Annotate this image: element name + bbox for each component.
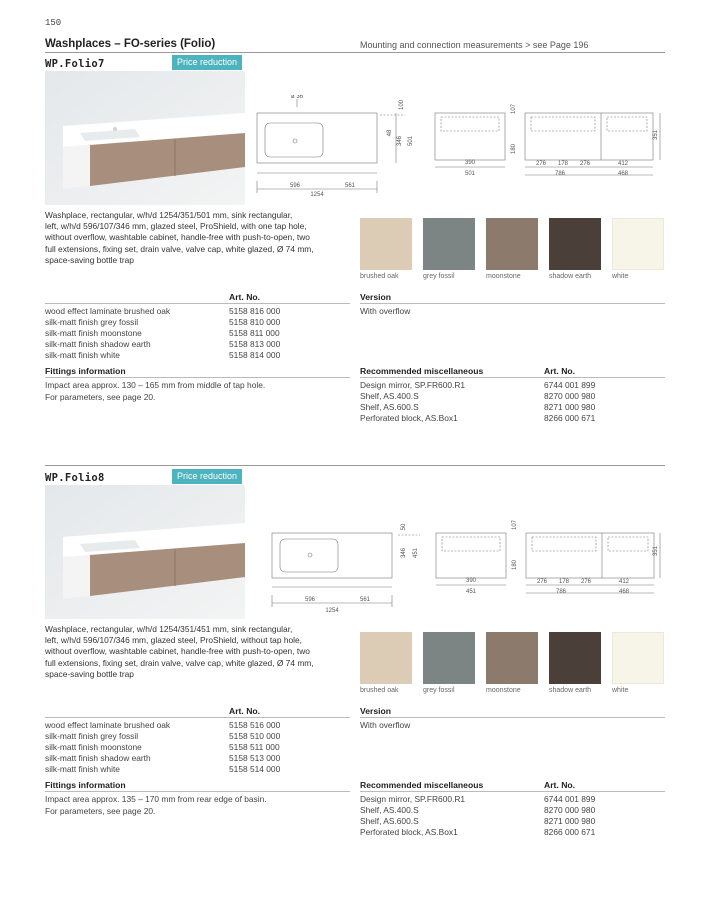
dim-side-top: 100 (399, 99, 405, 111)
table-row: silk-matt finish grey fossil (45, 731, 139, 741)
art-no-header: Art. No. (229, 292, 261, 302)
fittings-text: Impact area approx. 130 – 165 mm from middle of tap hole. (45, 380, 266, 390)
dimension-drawings (255, 95, 665, 205)
finish-swatches (360, 218, 665, 286)
fittings-text: Impact area approx. 135 – 170 mm from rear edge of basin. (45, 794, 267, 804)
art-number: 5158 511 000 (229, 742, 280, 752)
dim-plan-w1: 596 (304, 597, 316, 603)
swatch-label: white (612, 687, 629, 694)
table-row: wood effect laminate brushed oak (45, 306, 171, 316)
swatch-label: white (612, 273, 629, 280)
version-value: With overflow (360, 306, 411, 316)
finish-table (45, 720, 350, 776)
swatch-brushed-oak[interactable] (360, 218, 412, 270)
art-number: 5158 816 000 (229, 306, 281, 316)
art-no-header: Art. No. (229, 706, 261, 716)
washplace-photo-illustration (45, 485, 245, 619)
dim-rear-f: 468 (618, 589, 630, 595)
table-row: silk-matt finish white (45, 350, 120, 360)
divider (360, 791, 665, 792)
dim-front-w: 390 (464, 160, 476, 166)
dim-rear-d: 412 (617, 161, 629, 167)
misc-item[interactable]: Perforated block, AS.Box1 (360, 827, 458, 837)
art-number: 5158 814 000 (229, 350, 281, 360)
dim-side-a: 48 (387, 129, 393, 137)
misc-item[interactable]: Shelf, AS.600.S (360, 402, 419, 412)
swatch-brushed-oak[interactable] (360, 632, 412, 684)
dim-rear-h: 351 (653, 545, 659, 557)
divider (360, 377, 665, 378)
swatch-label: moonstone (486, 687, 521, 694)
art-number: 5158 516 000 (229, 720, 281, 730)
version-value: With overflow (360, 720, 411, 730)
table-row: silk-matt finish white (45, 764, 120, 774)
finish-table (45, 306, 350, 362)
dim-front-d: 451 (465, 589, 477, 595)
art-number: 5158 514 000 (229, 764, 281, 774)
product-code: WP.Folio8 (45, 472, 105, 484)
technical-drawing (255, 95, 665, 205)
table-row: silk-matt finish moonstone (45, 328, 142, 338)
dim-rear-f: 468 (617, 171, 629, 177)
dim-hole: ø 36 (290, 95, 304, 100)
table-row: silk-matt finish grey fossil (45, 317, 139, 327)
swatch-grey-fossil[interactable] (423, 218, 475, 270)
swatch-label: moonstone (486, 273, 521, 280)
dim-front-d: 501 (464, 171, 476, 177)
dim-rear-c: 276 (580, 579, 592, 585)
swatch-shadow-earth[interactable] (549, 632, 601, 684)
mounting-note[interactable]: Mounting and connection measurements > see Page 196 (360, 40, 589, 50)
art-number: 8271 000 980 (544, 816, 596, 826)
swatch-label: grey fossil (423, 273, 455, 280)
washplace-photo-illustration (45, 71, 245, 205)
art-number: 8266 000 671 (544, 413, 596, 423)
dim-side-c: 451 (413, 547, 419, 559)
swatch-label: shadow earth (549, 273, 592, 280)
table-row: silk-matt finish shadow earth (45, 753, 151, 763)
table-row: wood effect laminate brushed oak (45, 720, 171, 730)
divider (45, 791, 350, 792)
swatch-moonstone[interactable] (486, 632, 538, 684)
misc-art-header: Art. No. (544, 780, 576, 790)
swatch-label: brushed oak (360, 273, 399, 280)
dim-plan-total: 1254 (325, 608, 339, 614)
art-number: 5158 810 000 (229, 317, 281, 327)
product-block-folio8 (0, 469, 710, 869)
dim-rear-e: 786 (555, 589, 567, 595)
art-number: 8270 000 980 (544, 805, 596, 815)
dimension-drawings (270, 519, 665, 619)
misc-item[interactable]: Perforated block, AS.Box1 (360, 413, 458, 423)
product-code: WP.Folio7 (45, 58, 105, 70)
dim-rear-b: 178 (557, 161, 569, 167)
dim-side-b: 346 (401, 547, 407, 559)
fittings-header: Fittings information (45, 366, 126, 376)
dim-rear-d: 412 (618, 579, 630, 585)
art-number: 8271 000 980 (544, 402, 596, 412)
misc-table (360, 794, 665, 839)
version-header: Version (360, 706, 392, 716)
misc-item[interactable]: Design mirror, SP.FR600.R1 (360, 380, 466, 390)
dim-front-h1: 107 (511, 103, 517, 115)
product-description: Washplace, rectangular, w/h/d 1254/351/451 mm, sink rectangular, left, w/h/d 596/107/346 mm, glazed steel, ProShield, without tap hole, without overflow, washtable cabinet, handle-free with push-to-open, two full extensions, fixing set, drain valve, valve cap, white glazed, Ø 74 mm, space-saving bottle trap (45, 624, 314, 679)
dim-rear-e: 786 (554, 171, 566, 177)
swatch-moonstone[interactable] (486, 218, 538, 270)
art-number: 6744 001 899 (544, 380, 596, 390)
art-number: 5158 811 000 (229, 328, 280, 338)
dim-front-h2: 180 (512, 559, 518, 571)
art-number: 8270 000 980 (544, 391, 596, 401)
swatch-grey-fossil[interactable] (423, 632, 475, 684)
dim-rear-b: 178 (558, 579, 570, 585)
fittings-text: For parameters, see page 20. (45, 392, 156, 402)
technical-drawing (270, 519, 665, 619)
dim-rear-c: 276 (579, 161, 591, 167)
dim-plan-w2: 561 (359, 597, 371, 603)
price-reduction-badge: Price reduction (172, 469, 242, 484)
dim-front-h1: 107 (512, 519, 518, 531)
section-divider (45, 465, 665, 466)
fittings-header: Fittings information (45, 780, 126, 790)
dim-rear-a: 276 (536, 579, 548, 585)
art-number: 5158 513 000 (229, 753, 281, 763)
misc-header: Recommended miscellaneous (360, 780, 484, 790)
dim-plan-w2: 561 (344, 183, 356, 189)
product-photo (45, 71, 245, 205)
version-header: Version (360, 292, 392, 302)
swatch-shadow-earth[interactable] (549, 218, 601, 270)
product-block-folio7 (0, 55, 710, 455)
misc-art-header: Art. No. (544, 366, 576, 376)
divider (45, 717, 350, 718)
swatch-label: brushed oak (360, 687, 399, 694)
swatch-white[interactable] (612, 218, 664, 270)
art-number: 8266 000 671 (544, 827, 596, 837)
dim-side-c: 501 (408, 135, 414, 147)
dim-side-b: 346 (397, 135, 403, 147)
divider (360, 717, 665, 718)
misc-header: Recommended miscellaneous (360, 366, 484, 376)
divider (45, 303, 350, 304)
finish-swatches (360, 632, 665, 700)
misc-item[interactable]: Shelf, AS.400.S (360, 805, 419, 815)
divider (45, 377, 350, 378)
page-number: 150 (45, 18, 62, 28)
divider (360, 303, 665, 304)
swatch-label: grey fossil (423, 687, 455, 694)
dim-front-h2: 180 (511, 143, 517, 155)
product-photo (45, 485, 245, 619)
table-row: silk-matt finish shadow earth (45, 339, 151, 349)
misc-item[interactable]: Design mirror, SP.FR600.R1 (360, 794, 466, 804)
dim-rear-a: 276 (535, 161, 547, 167)
page-title: Washplaces – FO-series (Folio) (45, 38, 216, 50)
misc-item[interactable]: Shelf, AS.400.S (360, 391, 419, 401)
fittings-text: For parameters, see page 20. (45, 806, 156, 816)
swatch-label: shadow earth (549, 687, 592, 694)
misc-item[interactable]: Shelf, AS.600.S (360, 816, 419, 826)
product-description: Washplace, rectangular, w/h/d 1254/351/501 mm, sink rectangular, left, w/h/d 596/107/346 mm, glazed steel, ProShield, with one tap hole, without overflow, washtable cabinet, handle-free with push-to-open, two full extensions, fixing set, drain valve, valve cap, white glazed, Ø 74 mm, space-saving bottle trap (45, 210, 314, 265)
header-divider (45, 52, 665, 53)
art-number: 5158 510 000 (229, 731, 281, 741)
dim-plan-w1: 596 (289, 183, 301, 189)
swatch-white[interactable] (612, 632, 664, 684)
art-number: 6744 001 899 (544, 794, 596, 804)
dim-side-top: 50 (401, 523, 407, 531)
dim-rear-h: 351 (653, 129, 659, 141)
table-row: silk-matt finish moonstone (45, 742, 142, 752)
price-reduction-badge: Price reduction (172, 55, 242, 70)
art-number: 5158 813 000 (229, 339, 281, 349)
dim-plan-total: 1254 (310, 192, 324, 198)
misc-table (360, 380, 665, 425)
dim-front-w: 390 (465, 578, 477, 584)
